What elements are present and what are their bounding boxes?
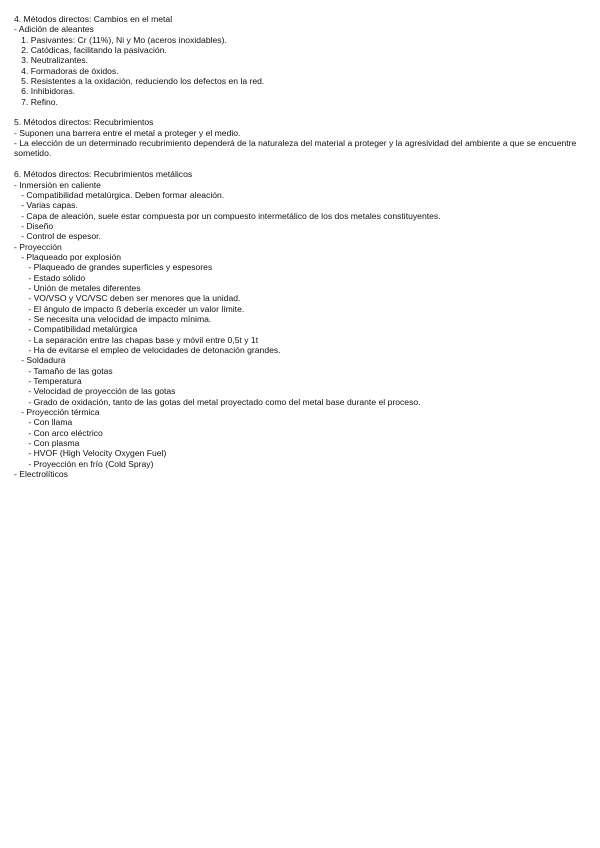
list-item: - Diseño — [14, 220, 54, 231]
list-item: - Unión de metales diferentes — [14, 282, 141, 293]
section-5-recubrimientos — [14, 117, 586, 158]
list-item: - Proyección en frío (Cold Spray) — [14, 458, 154, 469]
list-item: - Se necesita una velocidad de impacto mínima. — [14, 313, 212, 324]
list-item: - Grado de oxidación, tanto de las gotas del metal proyectado como del metal base durante el proceso. — [14, 396, 421, 407]
list-item: 1. Pasivantes: Cr (11%), Ni y Mo (aceros inoxidables). — [14, 34, 227, 45]
list-item: - Compatibilidad metalúrgica. Deben formar aleación. — [14, 189, 225, 200]
list-item: - Temperatura — [14, 376, 82, 387]
list-item: - Soldadura — [14, 355, 66, 366]
section-heading: 4. Métodos directos: Cambios en el metal — [14, 14, 173, 24]
list-item: 2. Catódicas, facilitando la pasivación. — [14, 45, 167, 56]
list-item: - Proyección térmica — [14, 407, 100, 418]
section-heading: 6. Métodos directos: Recubrimientos metálicos — [14, 169, 193, 180]
section-spacer — [14, 159, 586, 169]
list-item: - Control de espesor. — [14, 231, 101, 242]
list-item: - Plaqueado de grandes superficies y espesores — [14, 262, 213, 273]
list-item: 6. Inhibidoras. — [14, 86, 76, 97]
list-item: - Varias capas. — [14, 200, 78, 211]
section-spacer — [14, 107, 586, 117]
list-item: - La separación entre las chapas base y móvil entre 0,5t y 1t — [14, 334, 259, 345]
list-item: - Estado sólido — [14, 272, 86, 283]
list-item: - Proyección — [14, 241, 62, 252]
list-item: - Inmersión en caliente — [14, 179, 101, 190]
list-item: - Compatibilidad metalúrgica — [14, 324, 138, 335]
list-item: - El ángulo de impacto ß debería exceder un valor límite. — [14, 303, 245, 314]
list-item: - Adición de aleantes — [14, 24, 94, 35]
section-6-recubrimientos-metalicos — [14, 169, 586, 479]
list-item: 4. Formadoras de óxidos. — [14, 65, 119, 76]
list-item: - Suponen una barrera entre el metal a proteger y el medio. — [14, 127, 241, 138]
list-item: - HVOF (High Velocity Oxygen Fuel) — [14, 448, 167, 459]
list-item: - Tamaño de las gotas — [14, 365, 113, 376]
list-item: 5. Resistentes a la oxidación, reduciendo los defectos en la red. — [14, 76, 265, 87]
list-item: - Capa de aleación, suele estar compuesta por un compuesto intermetálico de los dos metales constituyentes. — [14, 210, 441, 221]
document-body — [14, 14, 586, 479]
list-item: - La elección de un determinado recubrimiento dependerá de la naturaleza del material a proteger y la agresividad del ambiente a que se encuentre sometido. — [14, 138, 577, 159]
list-item: - Plaqueado por explosión — [14, 251, 122, 262]
list-item: - Con arco eléctrico — [14, 427, 103, 438]
list-item: - Con plasma — [14, 438, 80, 449]
section-4-cambios-en-el-metal — [14, 14, 586, 107]
section-heading: 5. Métodos directos: Recubrimientos — [14, 117, 154, 128]
list-item: 3. Neutralizantes. — [14, 55, 89, 66]
list-item: - Velocidad de proyección de las gotas — [14, 386, 176, 397]
list-item: - VO/VSO y VC/VSC deben ser menores que la unidad. — [14, 293, 241, 304]
list-item: 7. Refino. — [14, 96, 58, 107]
list-item: - Electrolíticos — [14, 469, 68, 480]
list-item: - Con llama — [14, 417, 73, 428]
list-item: - Ha de evitarse el empleo de velocidades de detonación grandes. — [14, 345, 281, 355]
